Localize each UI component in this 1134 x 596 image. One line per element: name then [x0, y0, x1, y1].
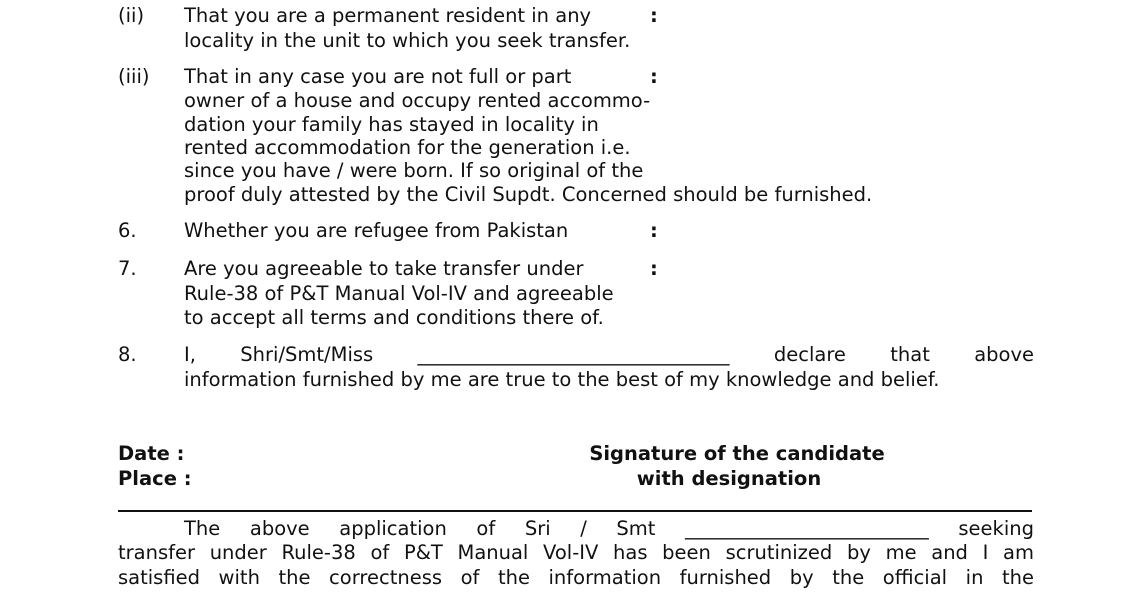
- scrutiny-line-2: transfer under Rule-38 of P&T Manual Vol-IV has been scrutinized by me and I am: [118, 541, 1034, 564]
- item-iii-line-4: rented accommodation for the generation i.e.: [184, 136, 631, 159]
- scrutiny-line-3: satisfied with the correctness of the information furnished by the official in the: [118, 566, 1034, 589]
- item-ii-line-2: locality in the unit to which you seek transfer.: [184, 29, 631, 52]
- scrutiny-line-1: The above application of Sri / Smt _________________________ seeking: [184, 517, 1034, 540]
- item-6-line-1: Whether you are refugee from Pakistan: [184, 219, 569, 242]
- date-label: Date :: [118, 442, 185, 465]
- item-8-line-2: information furnished by me are true to the best of my knowledge and belief.: [184, 368, 940, 391]
- item-6-number: 6.: [118, 219, 137, 242]
- item-iii-line-1: That in any case you are not full or part: [184, 65, 572, 88]
- item-7-line-1: Are you agreeable to take transfer under: [184, 257, 584, 280]
- item-iii-line-6: proof duly attested by the Civil Supdt. Concerned should be furnished.: [184, 183, 873, 206]
- place-label: Place :: [118, 467, 192, 490]
- item-iii-line-3: dation your family has stayed in locality in: [184, 113, 599, 136]
- item-ii-line-1: That you are a permanent resident in any: [184, 4, 592, 27]
- item-6-colon: :: [650, 219, 658, 242]
- item-ii-colon: :: [650, 4, 658, 27]
- item-7-line-2: Rule-38 of P&T Manual Vol-IV and agreeable: [184, 282, 614, 305]
- item-7-number: 7.: [118, 257, 137, 280]
- item-ii-number: (ii): [118, 4, 145, 27]
- item-8-number: 8.: [118, 343, 137, 366]
- item-7-line-3: to accept all terms and conditions there of.: [184, 306, 604, 329]
- item-iii-colon: :: [650, 65, 658, 88]
- item-iii-line-2: owner of a house and occupy rented accommo-: [184, 89, 651, 112]
- item-8-declaration-line: I, Shri/Smt/Miss ________________________________ declare that above: [184, 343, 1034, 366]
- signature-caption-line-1: Signature of the candidate: [589, 442, 885, 465]
- item-iii-line-5: since you have / were born. If so original of the: [184, 159, 644, 182]
- item-iii-number: (iii): [118, 65, 150, 88]
- item-7-colon: :: [650, 257, 658, 280]
- signature-caption-line-2: with designation: [636, 467, 822, 490]
- section-divider: [118, 510, 1032, 512]
